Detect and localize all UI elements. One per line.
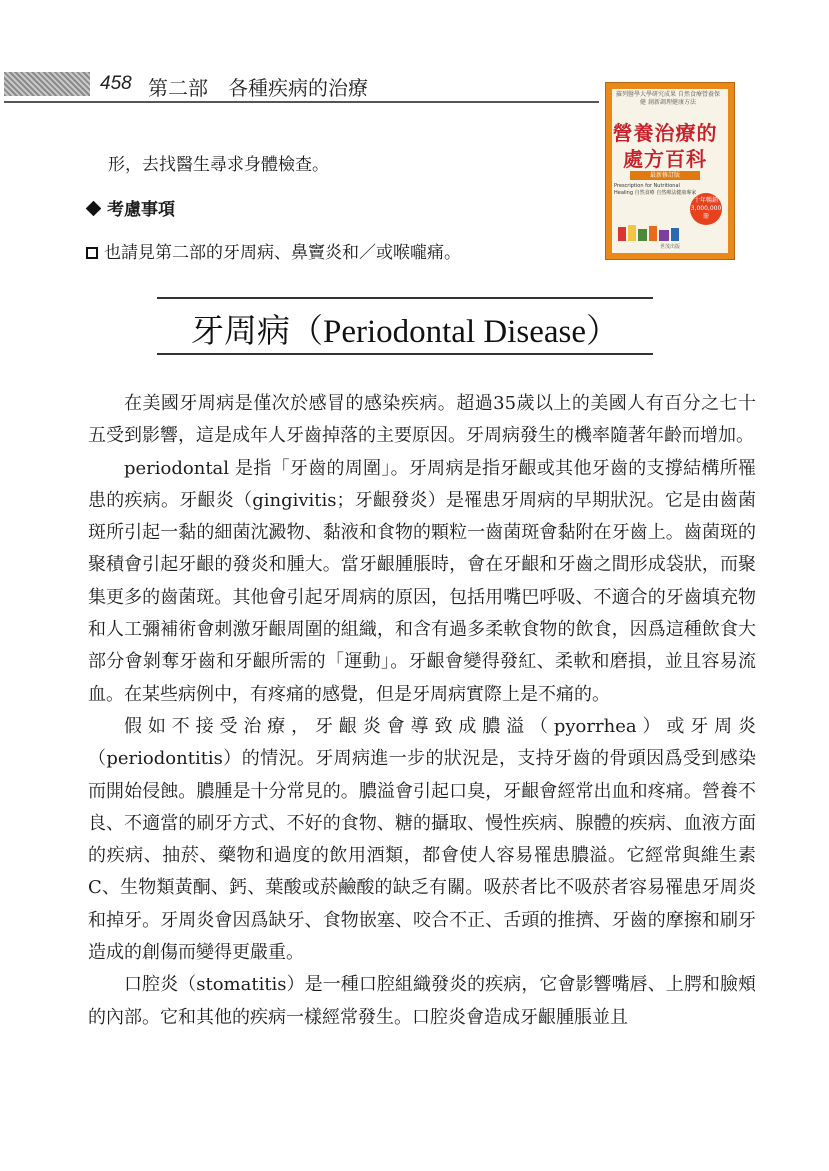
see-also-text: 也請見第二部的牙周病、鼻竇炎和／或喉嚨痛。	[104, 243, 461, 263]
paragraph-3: 假如不接受治療，牙齦炎會導致成膿溢（pyorrhea）或牙周炎（periodontitis）的情況。牙周病進一步的狀況是，支持牙齒的骨頭因爲受到感染而開始侵蝕。膿腫是十分常見的。膿溢會引起口臭，牙齦會經常出血和疼痛。營養不良、不適當的刷牙方式、不好的食物、糖的攝取、慢性疾病、腺體的疾病、血液方面的疾病、抽菸、藥物和過度的飲用酒類，都會使人容易罹患膿溢。它經常與維生素 C、生物類黃酮、鈣、葉酸或菸鹼酸的缺乏有關。吸菸者比不吸菸者容易罹患牙周炎和掉牙。牙周炎會因爲缺牙、食物嵌塞、咬合不正、舌頭的推擠、牙齒的摩擦和刷牙造成的創傷而變得更嚴重。	[88, 715, 756, 964]
checkbox-icon	[86, 247, 98, 259]
diamond-bullet-icon	[86, 201, 102, 217]
cover-badge: 十年暢銷 3,000,000冊	[690, 193, 722, 225]
article-body	[88, 388, 756, 1034]
cover-title-line1: 營養治療的	[612, 121, 718, 145]
paragraph-1: 在美國牙周病是僅次於感冒的感染疾病。超過35歲以上的美國人有百分之七十五受到影響，這是成年人牙齒掉落的主要原因。牙周病發生的機率隨著年齡而增加。	[88, 393, 756, 447]
paragraph-4: 口腔炎（stomatitis）是一種口腔組織發炎的疾病，它會影響嘴唇、上腭和臉頰的內部。它和其他的疾病一樣經常發生。口腔炎會造成牙齦腫脹並且	[88, 974, 756, 1028]
considerations-heading	[88, 195, 175, 220]
continued-text: 形，去找醫生尋求身體檢查。	[108, 155, 329, 175]
cover-bottles-icon	[616, 223, 682, 241]
see-also-item	[86, 238, 461, 263]
header-tab-marker	[4, 72, 90, 96]
title-rule-bottom	[157, 353, 653, 355]
cover-title-line2: 處方百科	[623, 147, 707, 171]
book-cover-image	[605, 82, 735, 260]
page-number: 458	[100, 73, 132, 94]
header-rule	[4, 101, 599, 103]
cover-subtitle: Prescription for Nutritional Healing 自然食療 自然療法健康專家	[614, 183, 697, 196]
cover-publisher: 世茂出版	[659, 244, 680, 250]
considerations-heading-label: 考慮事項	[107, 200, 175, 220]
paragraph-2: periodontal 是指「牙齒的周圍」。牙周病是指牙齦或其他牙齒的支撐結構所罹患的疾病。牙齦炎（gingivitis；牙齦發炎）是罹患牙周病的早期狀況。它是由齒菌斑所引起一黏的細菌沈澱物、黏液和食物的顆粒一齒菌斑會黏附在牙齒上。齒菌斑的聚積會引起牙齦的發炎和腫大。當牙齦腫脹時，會在牙齦和牙齒之間形成袋狀，而聚集更多的齒菌斑。其他會引起牙周病的原因，包括用嘴巴呼吸、不適合的牙齒填充物和人工彌補術會刺激牙齦周圍的組織，和含有過多柔軟食物的飲食，因爲這種飲食大部分會剝奪牙齒和牙齦所需的「運動」。牙齦會變得發紅、柔軟和磨損，並且容易流血。在某些病例中，有疼痛的感覺，但是牙周病實際上是不痛的。	[88, 457, 756, 705]
cover-blurb: 羅列醫學大學研究成果 自然食療營養保健 創新調理健康方法	[616, 91, 720, 106]
article-title: 牙周病（Periodontal Disease）	[190, 314, 620, 350]
section-title: 第二部 各種疾病的治療	[148, 76, 368, 100]
title-rule-top	[157, 297, 653, 299]
cover-edition: 最新修訂版	[630, 171, 700, 180]
